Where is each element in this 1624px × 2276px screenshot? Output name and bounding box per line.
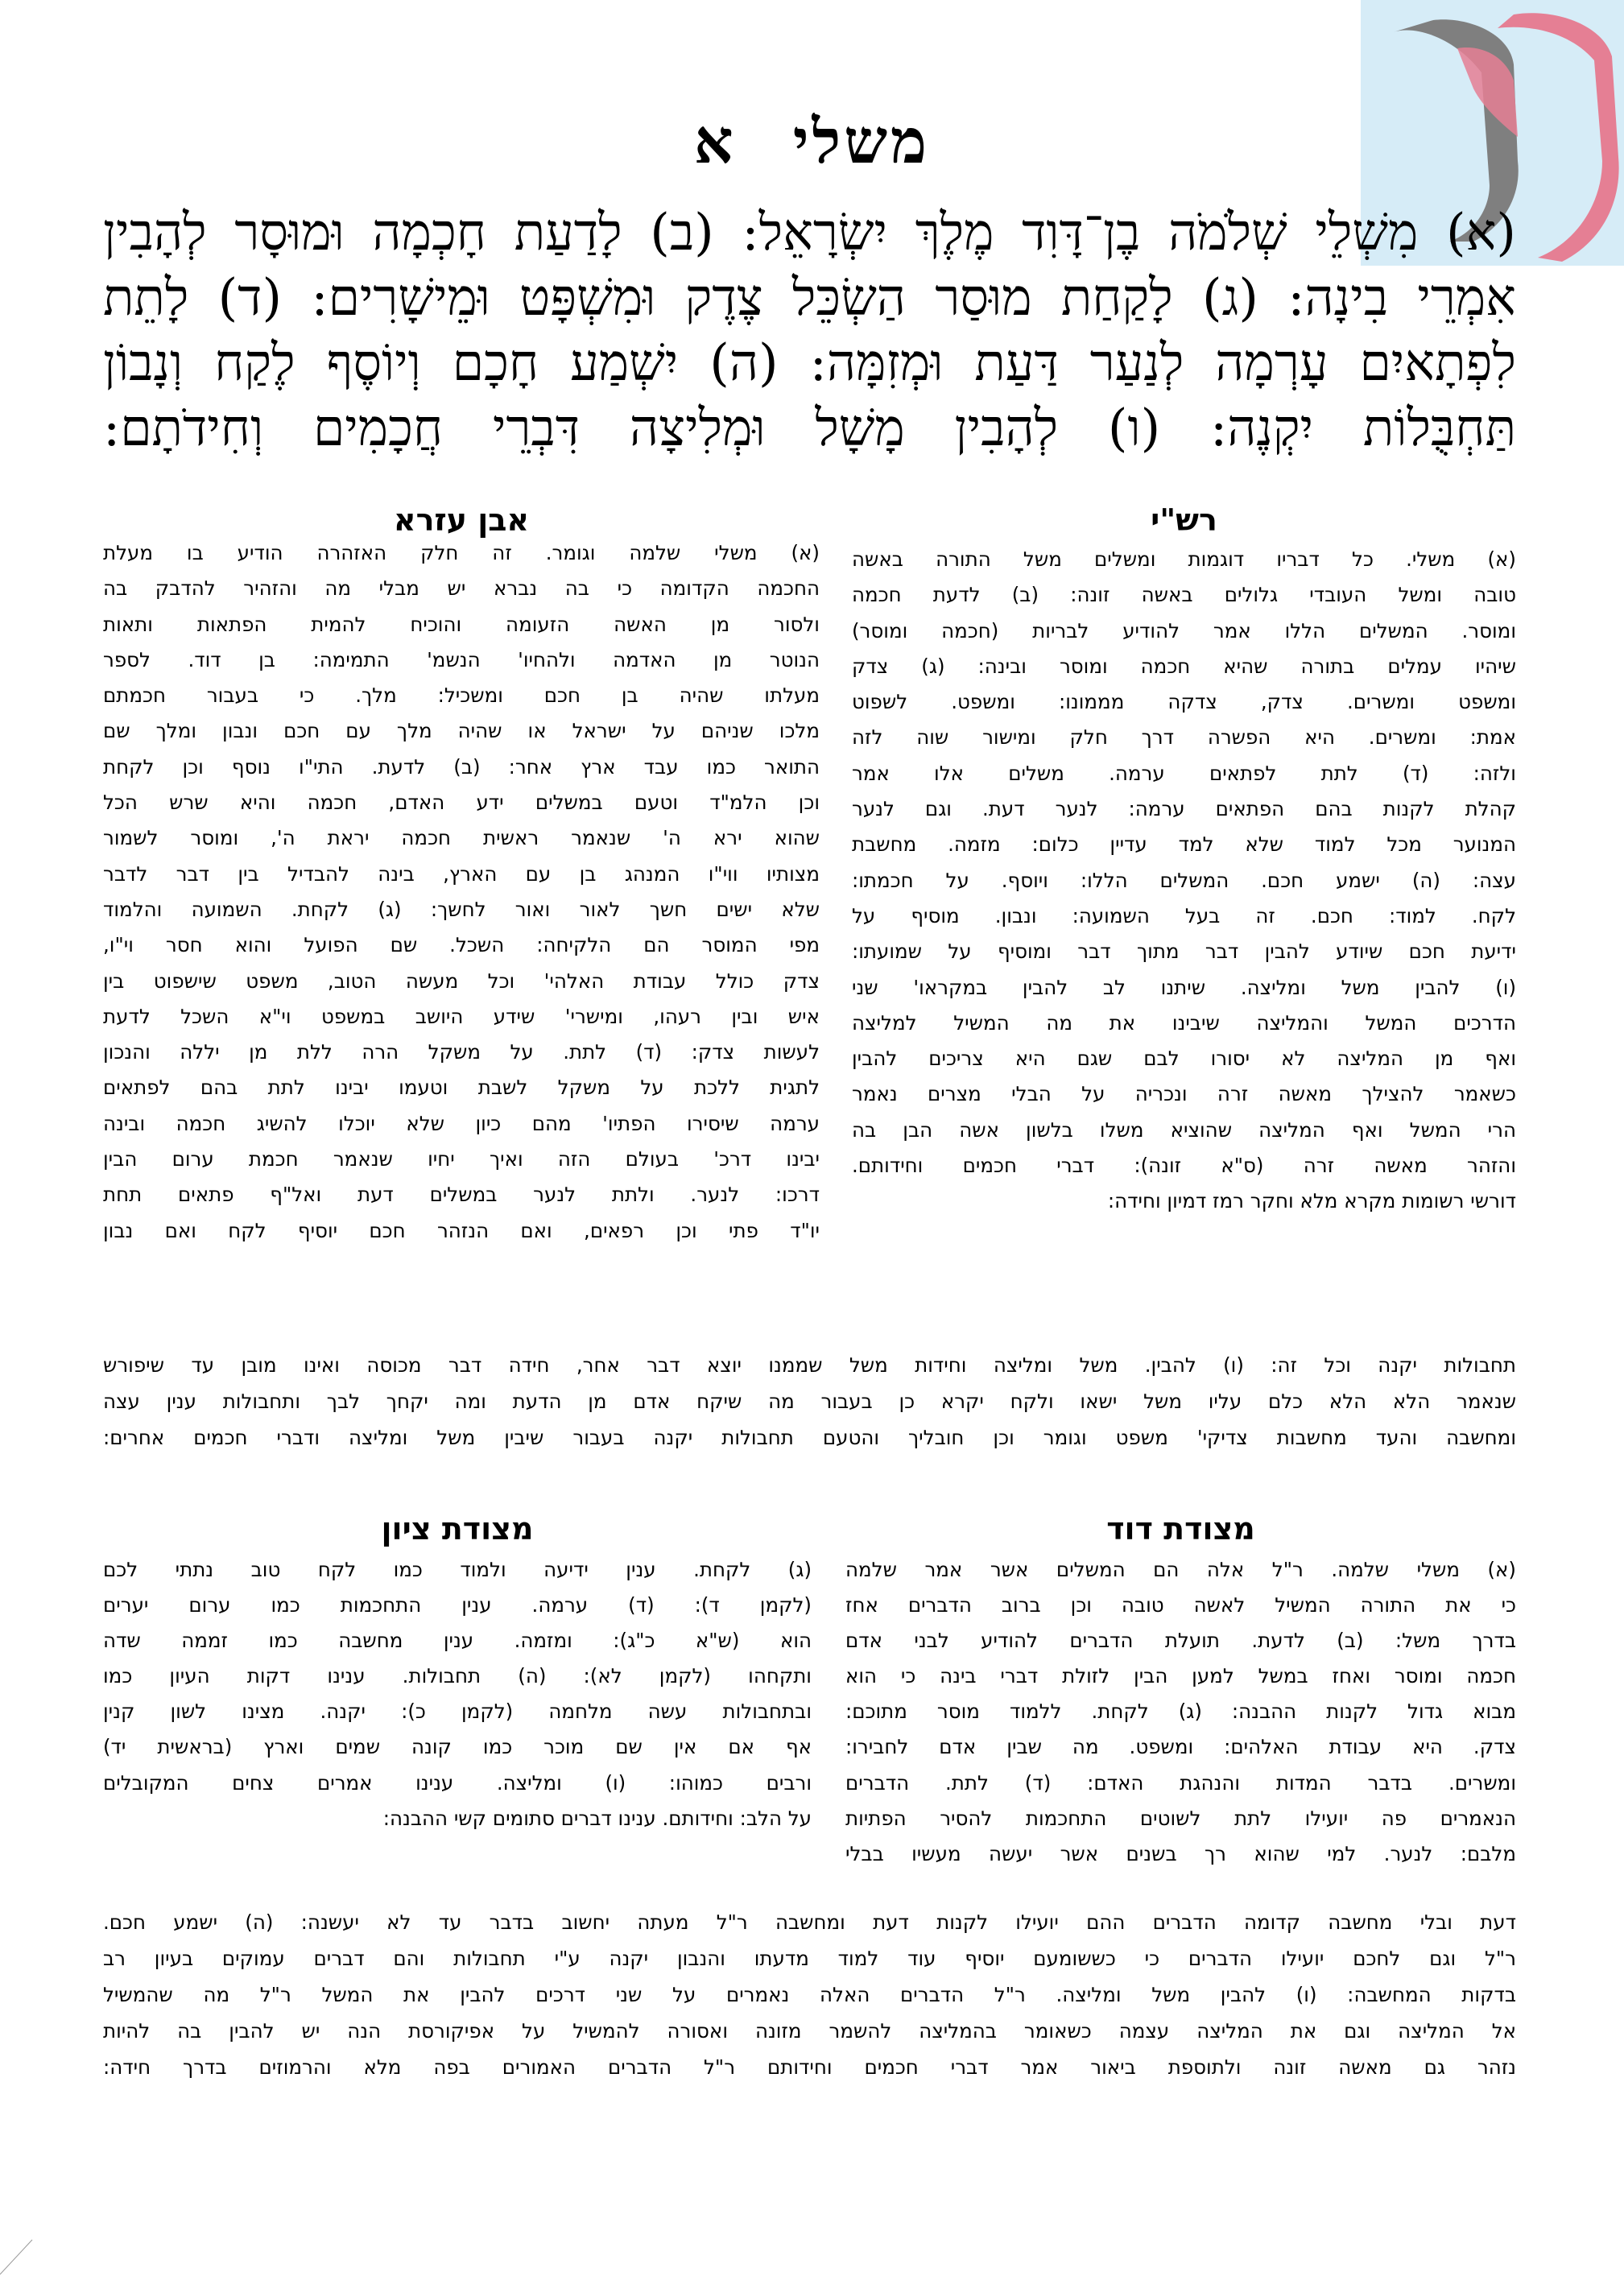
commentary-line: התואר כמו עבד ארץ אחר: (ב) לדעת. התי"ו נוסף וכן לקחת	[103, 754, 820, 779]
verse-line: אִמְרֵי בִינָה: (ג) לָקַחַת מוּסַר הַשְׂכֵּל צֶדֶק וּמִשְׁפָּט וּמֵישָׁרִים: (ד) לָתֵת	[103, 268, 1516, 327]
ibn-ezra-commentary	[103, 535, 820, 1249]
commentary-line: החכמה הקדומה כי בה נברא יש מבלי מה והזהיר להדבק בה	[103, 576, 820, 601]
commentary-line: כשאמר להצילך מאשה זרה ונכריה על הבלי מצרים נאמר	[852, 1082, 1516, 1106]
commentary-line: יבינו דרכ' בעולם הזה ואיך יחיו שנאמר חכמת ערום הבין	[103, 1147, 820, 1171]
commentary-line: ומשרים. בדבר המדות והנהגת האדם: (ד) לתת. הדברים	[845, 1770, 1516, 1795]
page-corner-mark	[0, 2238, 36, 2276]
rashi-heading: רש"י	[1151, 502, 1217, 538]
commentary-line: ידיעת חכם שיודע להבין דבר מתוך דבר ומוסיף על שמועתו:	[852, 940, 1516, 964]
commentary-line: יו"ד פתי וכן רפאים, ואם הנזהר חכם יוסיף לקח ואם נבון	[103, 1218, 820, 1242]
commentary-line: כי את התורה המשיל לאשה טובה וכן ברוב הדברים אחז	[845, 1593, 1516, 1617]
commentary-line: ומחשבה והעד מחשבות צדיקי' משפט וגומר וכן חובליך והטעם תחבולות יקנה בעבור שיבין משל ומליצה ודברי חכמים אחרים:	[103, 1426, 1516, 1449]
commentary-line: המנוער מכל למוד שלא למד עדיין כלום: מזמה. מחשבת	[852, 832, 1516, 857]
commentary-line: לקח. למוד: חכם. זה בעל השמועה: ונבון. מוסיף על	[852, 903, 1516, 927]
commentary-line: ורבים כמוהו: (ו) ומליצה. ענינו אמרים צחים המקובלים	[103, 1770, 812, 1795]
commentary-line: אל המליצה וגם את המליצה עצמה כשאומר בהמליצה להשמר מזונה ואסורה להמשיל על אפיקורסת הנה יש להבין בה להיות	[103, 2019, 1516, 2043]
commentary-line: (א) משלי. כל דבריו דוגמות ומשלים משל התורה באשה	[852, 547, 1516, 571]
commentary-line: ערמה שיסירו הפתיו' מהם כיון שלא יוכלו להשיג חכמה ובינה	[103, 1111, 820, 1135]
commentary-line: הנאמרים פה יועילו לתת לשוטים התחכמות להסיר הפתיות	[845, 1806, 1516, 1830]
commentary-line: עצה: (ה) ישמע חכם. המשלים הללו: ויוסף. על חכמתו:	[852, 868, 1516, 892]
verse-line: תַּחְבֻּלוֹת יִקְנֶה: (ו) לְהָבִין מָשָׁל וּמְלִיצָה דִּבְרֵי חֲכָמִים וְחִידֹתָם:	[103, 399, 1516, 457]
commentary-line: הנוטר מן האדמה ולהחיו' הנשמ' התמימה: בן דוד. לספר	[103, 647, 820, 671]
verse-text	[103, 200, 1516, 461]
commentary-line: הדרכים המשל והמליצה שיבינו את מה המשיל למליצה	[852, 1010, 1516, 1035]
commentary-line: בדקות המחשבה: (ו) להבין משל ומליצה. ר"ל הדברים האלה נאמרים על שני דרכים להבין את המשל ר"ל מה שהמשיל	[103, 1983, 1516, 2006]
commentary-line: מצותיו ווי"ו המנהג בן עם הארץ, בינה להבדיל בין דבר לדבר	[103, 861, 820, 886]
commentary-line: צדק כולל עבודת האלהי' וכל מעשה הטוב, משפט שישפוט בין	[103, 969, 820, 993]
commentary-line: דעת ובלי מחשבה קדומה הדברים ההם יועילו לקנות דעת ומחשבה ר"ל מעתה יחשוב בדבר עד לא יעשנה: (ה) ישמע חכם.	[103, 1910, 1516, 1934]
commentary-line: בדרך משל: (ב) לדעת. תועלת הדברים להודיע לבני אדם	[845, 1629, 1516, 1653]
commentary-line: שלא ישים חשך לאור ואור לחשך: (ג) לקחת. השמועה והלמוד	[103, 897, 820, 921]
commentary-line: ומוסר. המשלים הללו אמר להודיע לבריות (חכמה ומוסר)	[852, 618, 1516, 642]
commentary-line: ולסור מן האשה הזעומה והוכיח להמית הפתאות ותאות	[103, 612, 820, 636]
verse-line: (א) מִשְׁלֵי שְׁלֹמֹה בֶן־דָּוִד מֶלֶךְ יִשְׂרָאֵל: (ב) לָדַעַת חָכְמָה וּמוּסָר לְהָבִין	[103, 203, 1516, 262]
commentary-line: ר"ל וגם לחכם יועילו הדברים כי כששומעם יוסיף עוד למוד מדעתו והנבון יקנה ע"י תחבולות והם דברים עמוקים בעיון רב	[103, 1947, 1516, 1970]
commentary-line: נזהר גם מאשה זונה ולתוספת ביאור אמר דברי חכמים וחידותם ר"ל הדברים האמורים בפה מלא והרמוזים בדרך חידה:	[103, 2055, 1516, 2079]
commentary-line: (א) משלי שלמה. ר"ל אלה הם המשלים אשר אמר שלמה	[845, 1558, 1516, 1581]
commentary-line: שנאמר הלא הלא כלם עליו משל ישאו ולקח יקרא כן בעבור מה שיקח אדם מן הדעת ומה יקחך לבך ותחבולות ענין עצה	[103, 1390, 1516, 1413]
commentary-line: חכמה ומוסר ואחז במשל למען הבין לזולת דברי בינה כי הוא	[845, 1664, 1516, 1688]
commentary-line: מעלתו שהיה בן חכם ומשכיל: מלך. כי בעבור חכמתם	[103, 684, 820, 708]
commentary-line: מלכו שניהם על ישראל או שהיה מלך עם חכם ונבון ומלך שם	[103, 719, 820, 743]
metsudat-tsiyon-commentary	[103, 1552, 812, 1836]
metsudat-tsiyon-heading: מצודת ציון	[381, 1511, 534, 1547]
commentary-line: ולזה: (ד) לתת לפתאים ערמה. משלים אלו אמר	[852, 761, 1516, 785]
commentary-line: תחבולות יקנה וכל זה: (ו) להבין. משל ומליצה וחידות משל שממנו יוצא דבר אחר, חידה דבר מכוסה ואינו מובן עד שיפורש	[103, 1353, 1516, 1377]
ibn-ezra-heading: אבן עזרא	[393, 502, 530, 538]
metsudat-david-heading: מצודת דוד	[1106, 1511, 1255, 1547]
commentary-line: קהלת לקנות בהם הפתאים ערמה: לנער דעת. וגם לנער	[852, 797, 1516, 821]
commentary-line: שהוא ירא ה' שנאמר ראשית חכמה יראת ה', ומוסר לשמור	[103, 826, 820, 850]
commentary-line: מבוא גדול לקנות ההבנה: (ג) לקחת. ללמוד מוסר מתוכם:	[845, 1700, 1516, 1724]
commentary-line: לתגית ללכת על משקל לשבת וטעמו יבינו לתת בהם לפתאים	[103, 1076, 820, 1100]
chapter-title	[0, 105, 1624, 177]
commentary-line: וכן הלמ"ד וטעם במשלים ידע האדם, חכמה והיא שרש הכל	[103, 791, 820, 815]
rashi-commentary	[852, 542, 1516, 1220]
ibn-ezra-continuation	[103, 1347, 1516, 1456]
commentary-line: והזהר מאשה זרה (ס"א זונה): דברי חכמים וחידותם.	[852, 1154, 1516, 1178]
commentary-line: על הלב: וחידותם. ענינו דברים סתומים קשי ההבנה:	[382, 1806, 812, 1830]
commentary-line: אף אם אין שם מוכר כמו קונה שמים וארץ (בראשית יד)	[103, 1735, 812, 1759]
verse-line: לִפְתָאיִם עָרְמָה לְנַעַר דַּעַת וּמְזִמָּה: (ה) יִשְׁמַע חָכָם וְיוֹסֶף לֶקַח וְנָבוֹן	[103, 333, 1516, 392]
commentary-line: דרכו: לנער. ולתת לנער במשלים דעת ואל"ף פתאים תחת	[103, 1183, 820, 1207]
commentary-line: איש ובין רעהו, ומישרי' שידע היושב במשפט וי"א השכל לדעת	[103, 1004, 820, 1028]
metsudat-david-commentary	[845, 1552, 1516, 1872]
commentary-line: צדק. היא עבודת האלהים: ומשפט. מה שבין אדם לחבירו:	[845, 1735, 1516, 1759]
commentary-line: דורשי רשומות מקרא מלא וחקר רמז דמיון וחידה:	[1107, 1189, 1516, 1213]
commentary-line: ובתחבולות עשה מלחמה (לקמן כ): יקנה. מצינו לשון קנין	[103, 1700, 812, 1724]
chapter-number: א	[693, 105, 737, 177]
commentary-line: (לקמן ד): (ד) ערמה. ענין התחכמות כמו ערום יערים	[103, 1593, 812, 1617]
commentary-line: ותקחהו (לקמן לא): (ה) תחבולות. ענינו דקות העיון כמו	[103, 1664, 812, 1688]
commentary-line: מפי המוסר הם הלקיחה: השכל. שם הפועל והוא חסר וי"ו,	[103, 933, 820, 957]
commentary-line: טובה ומשל העובדי גלולים באשה זונה: (ב) לדעת חכמה	[852, 583, 1516, 607]
commentary-line: (ו) להבין משל ומליצה. שיתנו לב להבין במקראו' שני	[852, 975, 1516, 999]
commentary-line: לעשות צדק: (ד) לתת. על משקל הרה ללת מן יללה והנכון	[103, 1040, 820, 1064]
commentary-line: ומשפט ומשרים. צדק, צדקה מממונו: ומשפט. לשפוט	[852, 690, 1516, 714]
commentary-line: (א) משלי שלמה וגומר. זה חלק האזהרה הודיע בו מעלת	[103, 541, 820, 564]
book-name: משלי	[792, 105, 931, 177]
commentary-line: הרי המשל ואף המליצה שהוציא משלו בלשון אשה הבן בה	[852, 1117, 1516, 1142]
commentary-line: ואף מן המליצה לא יסורו לבם שגם היא צריכים להבין	[852, 1047, 1516, 1071]
commentary-line: אמת: ומשרים. היא הפשרה דרך חלק ומישור שוה לזה	[852, 725, 1516, 750]
commentary-line: (ג) לקחת. ענין ידיעה ולמוד כמו לקח טוב נתתי לכם	[103, 1558, 812, 1581]
commentary-line: מלבם: לנער. למי שהוא רך בשנים אשר יעשה מעשיו בבלי	[845, 1841, 1516, 1865]
commentary-line: שיהיו עמלים בתורה שהיא חכמה ומוסר ובינה: (ג) צדק	[852, 654, 1516, 678]
commentary-line: הוא (ש"א כ"ג): ומזמה. ענין מחשבה כמו זממה שדה	[103, 1629, 812, 1653]
metsudat-david-continuation	[103, 1904, 1516, 2085]
